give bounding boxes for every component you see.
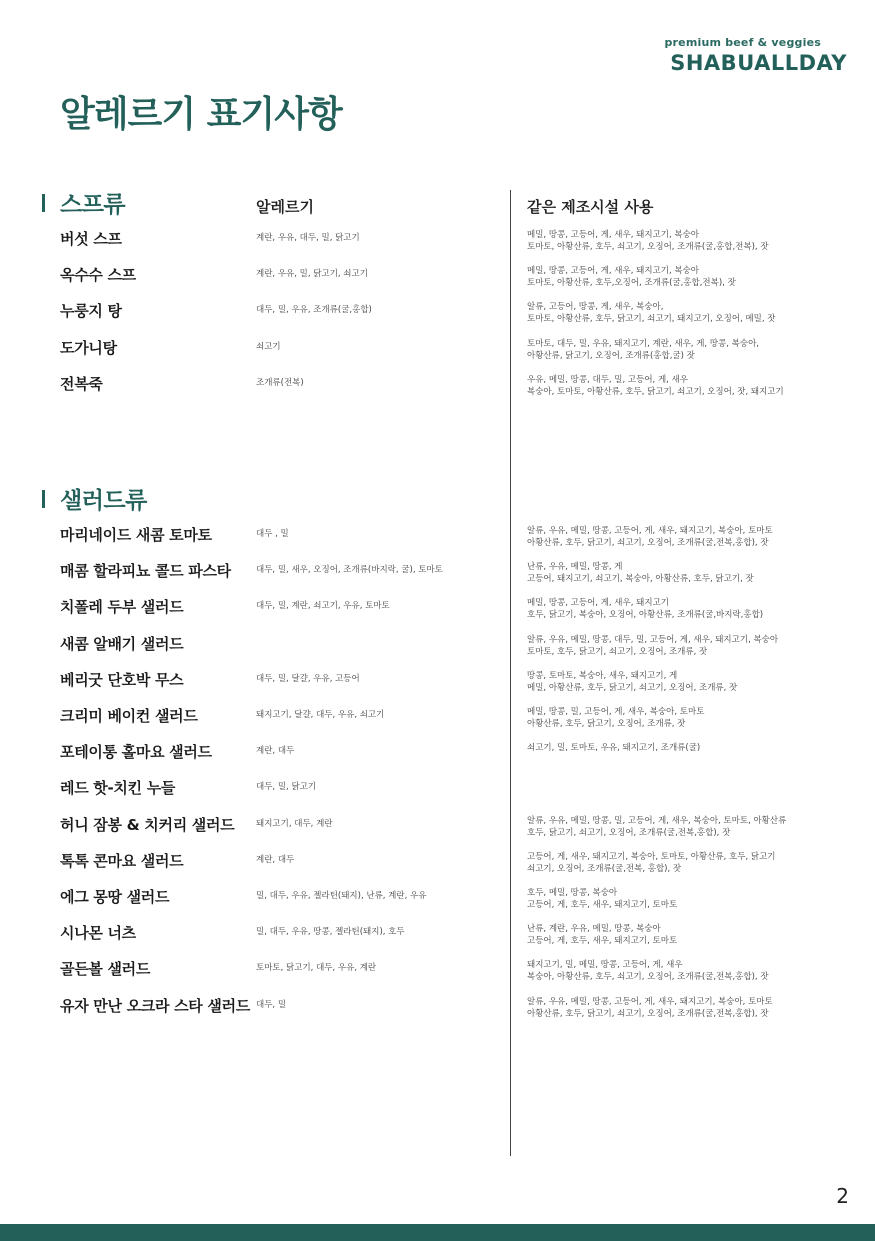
item-name: 포테이통 홀마요 샐러드	[60, 743, 212, 762]
list-item	[0, 705, 875, 739]
item-allergens: 대두, 밀	[256, 999, 287, 1010]
section-heading-salad	[42, 482, 147, 515]
page-number: 2	[836, 1184, 849, 1208]
page-title: 알레르기 표기사항	[60, 94, 342, 135]
list-item	[0, 264, 875, 298]
item-allergens: 계란, 우유, 대두, 밀, 닭고기	[256, 233, 360, 243]
item-name: 시나몬 너츠	[60, 924, 136, 943]
item-allergens: 돼지고기, 달걀, 대두, 우유, 쇠고기	[256, 710, 385, 720]
section-marker	[42, 194, 45, 212]
item-allergens: 돼지고기, 대두, 계란	[256, 818, 333, 829]
list-item	[0, 300, 875, 334]
item-facility: 알류, 우유, 메밀, 땅콩, 고등어, 게, 새우, 돼지고기, 복숭아, 토마토 아황산류, 호두, 닭고기, 쇠고기, 오징어, 조개류(굴,전복,홍합), 잣	[527, 996, 773, 1019]
item-facility: 알류, 고등어, 땅콩, 게, 새우, 복숭아, 토마토, 아황산류, 호두, 닭고기, 쇠고기, 돼지고기, 오징어, 메밀, 잣	[527, 302, 776, 325]
list-item	[0, 337, 875, 371]
item-name: 전복죽	[60, 374, 103, 393]
list-item	[0, 958, 875, 992]
item-allergens: 대두, 밀, 우유, 조개류(굴,홍합)	[256, 305, 372, 316]
item-facility: 알류, 우유, 메밀, 땅콩, 대두, 밀, 고등어, 게, 새우, 돼지고기, 복숭아 토마토, 호두, 닭고기, 쇠고기, 오징어, 조개류, 잣	[527, 634, 779, 657]
item-allergens: 대두, 밀, 계란, 쇠고기, 우유, 토마토	[256, 601, 390, 612]
list-item	[0, 524, 875, 558]
item-allergens: 쇠고기	[256, 341, 281, 352]
brand-tagline: premium beef & veggies	[664, 36, 821, 49]
item-facility: 고등어, 게, 새우, 돼지고기, 복숭아, 토마토, 아황산류, 호두, 닭고기 쇠고기, 오징어, 조개류(굴,전복, 홍합), 잣	[527, 851, 776, 874]
section-heading-soup	[42, 186, 125, 219]
section-title: 스프류	[60, 192, 126, 218]
item-name: 톡톡 콘마요 샐러드	[60, 851, 184, 870]
item-facility: 난류, 우유, 메밀, 땅콩, 게 고등어, 돼지고기, 쇠고기, 복숭아, 아황산류, 호두, 닭고기, 잣	[527, 562, 754, 585]
brand-logo	[664, 36, 847, 75]
item-name: 새콤 알배기 샐러드	[60, 634, 184, 653]
item-allergens: 대두, 밀, 닭고기	[256, 782, 317, 793]
section-title: 샐러드류	[60, 488, 147, 514]
item-allergens: 조개류(전복)	[256, 377, 304, 388]
item-allergens: 토마토, 닭고기, 대두, 우유, 계란	[256, 963, 377, 974]
list-item	[0, 995, 875, 1029]
item-facility: 알류, 우유, 메밀, 땅콩, 밀, 고등어, 게, 새우, 복숭아, 토마토, 아황산류 호두, 닭고기, 쇠고기, 오징어, 조개류(굴,전복,홍합), 잣	[527, 815, 787, 838]
item-allergens: 대두 , 밀	[256, 529, 289, 539]
item-name: 베리굿 단호박 무스	[60, 670, 184, 689]
section-marker	[42, 490, 45, 508]
item-allergens: 대두, 밀, 새우, 오징어, 조개류(바지락, 굴), 토마토	[256, 565, 443, 576]
item-name: 허니 잠봉 & 치커리 샐러드	[60, 815, 235, 834]
item-name: 도가니탕	[60, 338, 117, 357]
item-allergens: 계란, 대두	[256, 854, 295, 865]
item-allergens: 밀, 대두, 우유, 땅콩, 젤라틴(돼지), 호두	[256, 927, 405, 938]
list-item	[0, 814, 875, 848]
item-facility: 메밀, 땅콩, 고등어, 게, 새우, 돼지고기 호두, 닭고기, 복숭아, 오징어, 아황산류, 조개류(굴,바지락,홍합)	[527, 598, 764, 621]
item-facility: 땅콩, 토마토, 복숭아, 새우, 돼지고기, 게 메밀, 아황산류, 호두, 닭고기, 쇠고기, 오징어, 조개류, 잣	[527, 670, 738, 693]
item-facility: 돼지고기, 밀, 메밀, 땅콩, 고등어, 게, 새우 복숭아, 아황산류, 호두, 쇠고기, 오징어, 조개류(굴,전복,홍합), 잣	[527, 960, 769, 983]
list-item	[0, 850, 875, 884]
item-name: 마리네이드 새콤 토마토	[60, 526, 212, 544]
item-name: 에그 몽땅 샐러드	[60, 888, 170, 906]
list-item	[0, 373, 875, 407]
item-facility: 알류, 우유, 메밀, 땅콩, 고등어, 게, 새우, 돼지고기, 복숭아, 토마토 아황산류, 호두, 닭고기, 쇠고기, 오징어, 조개류(굴,전복,홍합), 잣	[527, 526, 773, 548]
list-item	[0, 228, 875, 262]
list-item	[0, 922, 875, 956]
item-name: 매콤 할라피뇨 콜드 파스타	[60, 562, 231, 581]
list-item	[0, 596, 875, 630]
column-header-facility: 같은 제조시설 사용	[527, 198, 654, 216]
list-item	[0, 669, 875, 703]
item-facility: 쇠고기, 밀, 토마토, 우유, 돼지고기, 조개류(굴)	[527, 743, 701, 754]
item-facility: 메밀, 땅콩, 밀, 고등어, 게, 새우, 복숭아, 토마토 아황산류, 호두, 닭고기, 오징어, 조개류, 잣	[527, 707, 705, 729]
item-allergens: 밀, 대두, 우유, 젤라틴(돼지), 난류, 계란, 우유	[256, 891, 427, 901]
item-name: 버섯 스프	[60, 230, 122, 248]
item-name: 레드 핫-치킨 누들	[60, 779, 176, 798]
item-allergens: 계란, 대두	[256, 746, 295, 757]
item-name: 치폴레 두부 샐러드	[60, 598, 184, 617]
footer-bar	[0, 1224, 875, 1241]
item-name: 옥수수 스프	[60, 266, 136, 285]
list-item	[0, 741, 875, 775]
column-header-allergens: 알레르기	[256, 198, 314, 216]
item-facility: 메밀, 땅콩, 고등어, 게, 새우, 돼지고기, 복숭아 토마토, 아황산류, 호두,오징어, 조개류(굴,홍합,전복), 잣	[527, 266, 736, 289]
item-name: 누룽지 탕	[60, 302, 122, 321]
item-allergens: 대두, 밀, 달걀, 우유, 고등어	[256, 673, 360, 684]
list-item	[0, 560, 875, 594]
list-item	[0, 777, 875, 811]
item-name: 크리미 베이컨 샐러드	[60, 707, 198, 725]
list-item	[0, 633, 875, 667]
item-facility: 토마토, 대두, 밀, 우유, 돼지고기, 계란, 새우, 게, 땅콩, 복숭아, 아황산류, 닭고기, 오징어, 조개류(홍합,굴) 잣	[527, 338, 759, 361]
item-name: 골든볼 샐러드	[60, 960, 151, 979]
item-facility: 메밀, 땅콩, 고등어, 게, 새우, 돼지고기, 복숭아 토마토, 아황산류, 호두, 쇠고기, 오징어, 조개류(굴,홍합,전복), 잣	[527, 230, 769, 252]
item-allergens: 계란, 우유, 밀, 닭고기, 쇠고기	[256, 269, 368, 280]
item-name: 유자 만난 오크라 스타 샐러드	[60, 996, 250, 1015]
list-item	[0, 886, 875, 920]
item-facility: 난류, 계란, 우유, 메밀, 땅콩, 복숭아 고등어, 게, 호두, 새우, 돼지고기, 토마토	[527, 924, 678, 947]
brand-name: SHABUALLDAY	[670, 51, 847, 75]
item-facility: 호두, 메밀, 땅콩, 복숭아 고등어, 게, 호두, 새우, 돼지고기, 토마토	[527, 888, 678, 910]
item-facility: 우유, 메밀, 땅콩, 대두, 밀, 고등어, 게, 새우 복숭아, 토마토, 아황산류, 호두, 닭고기, 쇠고기, 오징어, 잣, 돼지고기	[527, 374, 784, 397]
